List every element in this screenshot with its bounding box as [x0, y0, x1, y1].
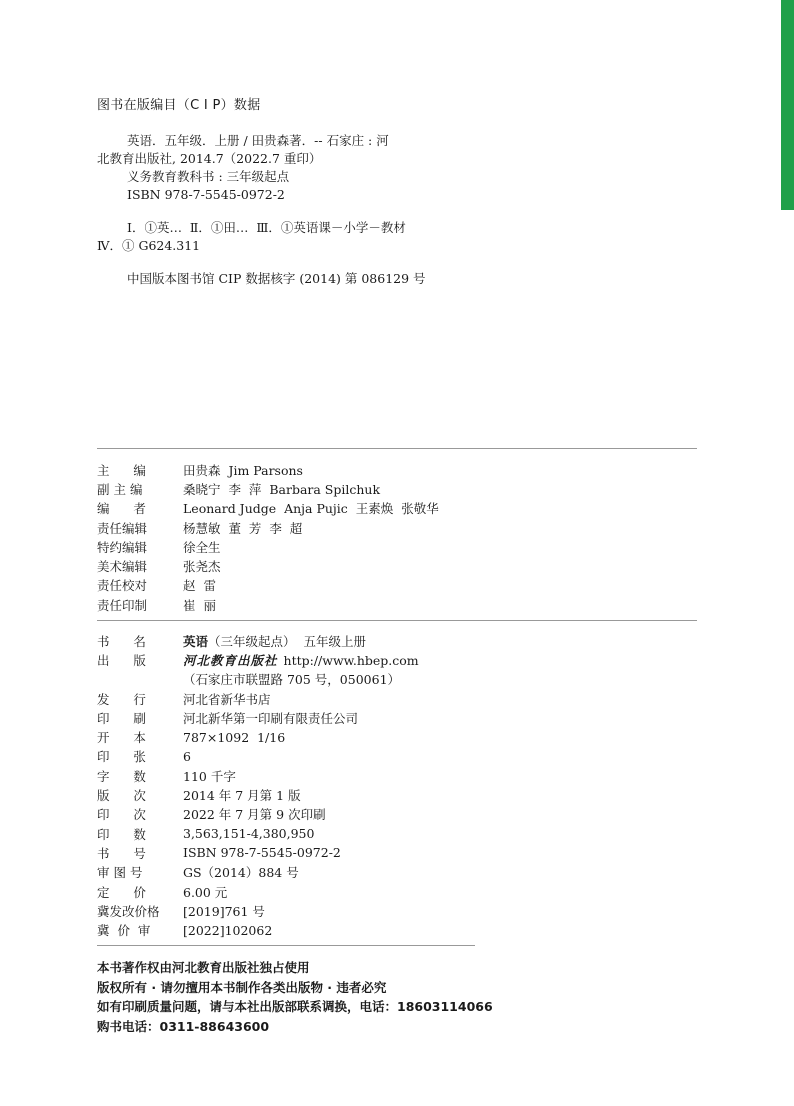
info-label: 书 名	[97, 633, 146, 649]
credit-label: 责任校对	[97, 578, 148, 594]
info-value: 3,563,151-4,380,950	[183, 826, 315, 842]
credit-label: 副 主 编	[97, 481, 143, 497]
book-subtitle: （三年级起点） 五年级上册	[208, 633, 366, 649]
credit-value: 崔 丽	[183, 597, 216, 613]
book-title: 英语	[183, 633, 209, 649]
info-value: [2019]761 号	[183, 903, 265, 919]
info-value: 河北新华第一印刷有限责任公司	[183, 710, 359, 726]
info-row-address	[97, 670, 697, 689]
info-value: 6.00 元	[183, 884, 228, 900]
cip-title-line: 英语．五年级．上册 / 田贵森著．-- 石家庄 : 河	[127, 133, 389, 148]
credit-value: 田贵森 Jim Parsons	[183, 462, 303, 478]
info-row	[97, 805, 697, 824]
info-row	[97, 882, 697, 901]
info-row	[97, 843, 697, 862]
info-value: [2022]102062	[183, 922, 273, 938]
cip-subject-line: Ⅰ．①英… Ⅱ．①田… Ⅲ．①英语课－小学－教材	[127, 220, 406, 235]
info-label: 字 数	[97, 768, 146, 784]
credit-label: 美术编辑	[97, 559, 148, 575]
cip-isbn-line: ISBN 978-7-5545-0972-2	[127, 187, 285, 202]
print-quality-contact-line: 如有印刷质量问题，请与本社出版部联系调换，电话：18603114066	[97, 999, 493, 1014]
credit-row	[97, 537, 697, 556]
cip-heading: 图书在版编目（C I P）数据	[97, 98, 261, 113]
info-row	[97, 689, 697, 708]
info-label: 开 本	[97, 730, 146, 746]
info-value: 787×1092 1/16	[183, 729, 286, 745]
info-value: ISBN 978-7-5545-0972-2	[183, 845, 341, 861]
info-label: 冀 价 审	[97, 923, 151, 939]
credit-row	[97, 556, 697, 575]
info-label: 印 张	[97, 749, 146, 765]
cip-record-number-line: 中国版本图书馆 CIP 数据核字 (2014) 第 086129 号	[127, 271, 426, 286]
credit-value: Leonard Judge Anja Pujic 王素焕 张敬华	[183, 501, 439, 517]
info-row	[97, 766, 697, 785]
info-value: GS（2014）884 号	[183, 865, 299, 881]
info-row	[97, 920, 697, 939]
cip-series-line: 义务教育教科书 : 三年级起点	[127, 169, 290, 184]
cip-classification-line: Ⅳ．① G624.311	[97, 238, 201, 253]
publication-info	[97, 631, 697, 940]
cip-data-block	[97, 94, 697, 288]
info-label: 版 次	[97, 788, 146, 804]
green-edge-bar	[781, 0, 794, 210]
credit-row	[97, 479, 697, 498]
credits-list	[97, 460, 697, 614]
copyright-line: 本书著作权由河北教育出版社独占使用	[97, 960, 310, 975]
publisher-url[interactable]: http://www.hbep.com	[283, 652, 419, 668]
info-row	[97, 863, 697, 882]
copyright-footer	[97, 958, 493, 1036]
info-value: 2014 年 7 月第 1 版	[183, 788, 301, 804]
info-row	[97, 747, 697, 766]
credit-row	[97, 595, 697, 614]
info-value: 2022 年 7 月第 9 次印刷	[183, 807, 326, 823]
info-label: 冀发改价格	[97, 903, 160, 919]
info-row	[97, 901, 697, 920]
info-row-publisher	[97, 650, 697, 669]
info-row	[97, 785, 697, 804]
credit-value: 杨慧敏 董 芳 李 超	[183, 520, 303, 536]
info-label: 书 号	[97, 845, 146, 861]
credit-value: 张尧杰	[183, 559, 221, 575]
rights-reserved-line: 版权所有 · 请勿擅用本书制作各类出版物 · 违者必究	[97, 979, 387, 995]
credit-row	[97, 576, 697, 595]
publisher-address: （石家庄市联盟路 705 号，050061）	[183, 672, 401, 688]
info-value: 河北省新华书店	[183, 691, 271, 707]
credit-row	[97, 460, 697, 479]
divider	[97, 620, 697, 621]
credit-value: 徐全生	[183, 539, 221, 555]
cip-publisher-line: 北教育出版社, 2014.7（2022.7 重印）	[97, 151, 322, 166]
info-label: 印 数	[97, 826, 146, 842]
info-label: 出 版	[97, 652, 146, 668]
credit-label: 编 者	[97, 501, 146, 517]
credit-value: 赵 雷	[183, 578, 216, 594]
info-value: 110 千字	[183, 768, 236, 784]
info-row	[97, 824, 697, 843]
credit-value: 桑晓宁 李 萍 Barbara Spilchuk	[183, 481, 381, 497]
divider	[97, 448, 697, 449]
credit-label: 责任编辑	[97, 520, 148, 536]
info-label: 印 刷	[97, 710, 146, 726]
purchase-phone-line: 购书电话：0311-88643600	[97, 1018, 270, 1034]
info-label: 定 价	[97, 884, 146, 900]
info-row	[97, 708, 697, 727]
info-row	[97, 727, 697, 746]
credit-label: 特约编辑	[97, 539, 148, 555]
credit-row	[97, 518, 697, 537]
credit-label: 责任印制	[97, 597, 148, 613]
divider	[97, 945, 475, 946]
info-label: 发 行	[97, 691, 146, 707]
publisher-logo: 河北教育出版社	[183, 652, 278, 668]
info-label: 印 次	[97, 807, 146, 823]
credit-label: 主 编	[97, 462, 146, 478]
credit-row	[97, 499, 697, 518]
info-value: 6	[183, 748, 191, 764]
info-row-book-name	[97, 631, 697, 650]
info-label: 审 图 号	[97, 865, 143, 881]
